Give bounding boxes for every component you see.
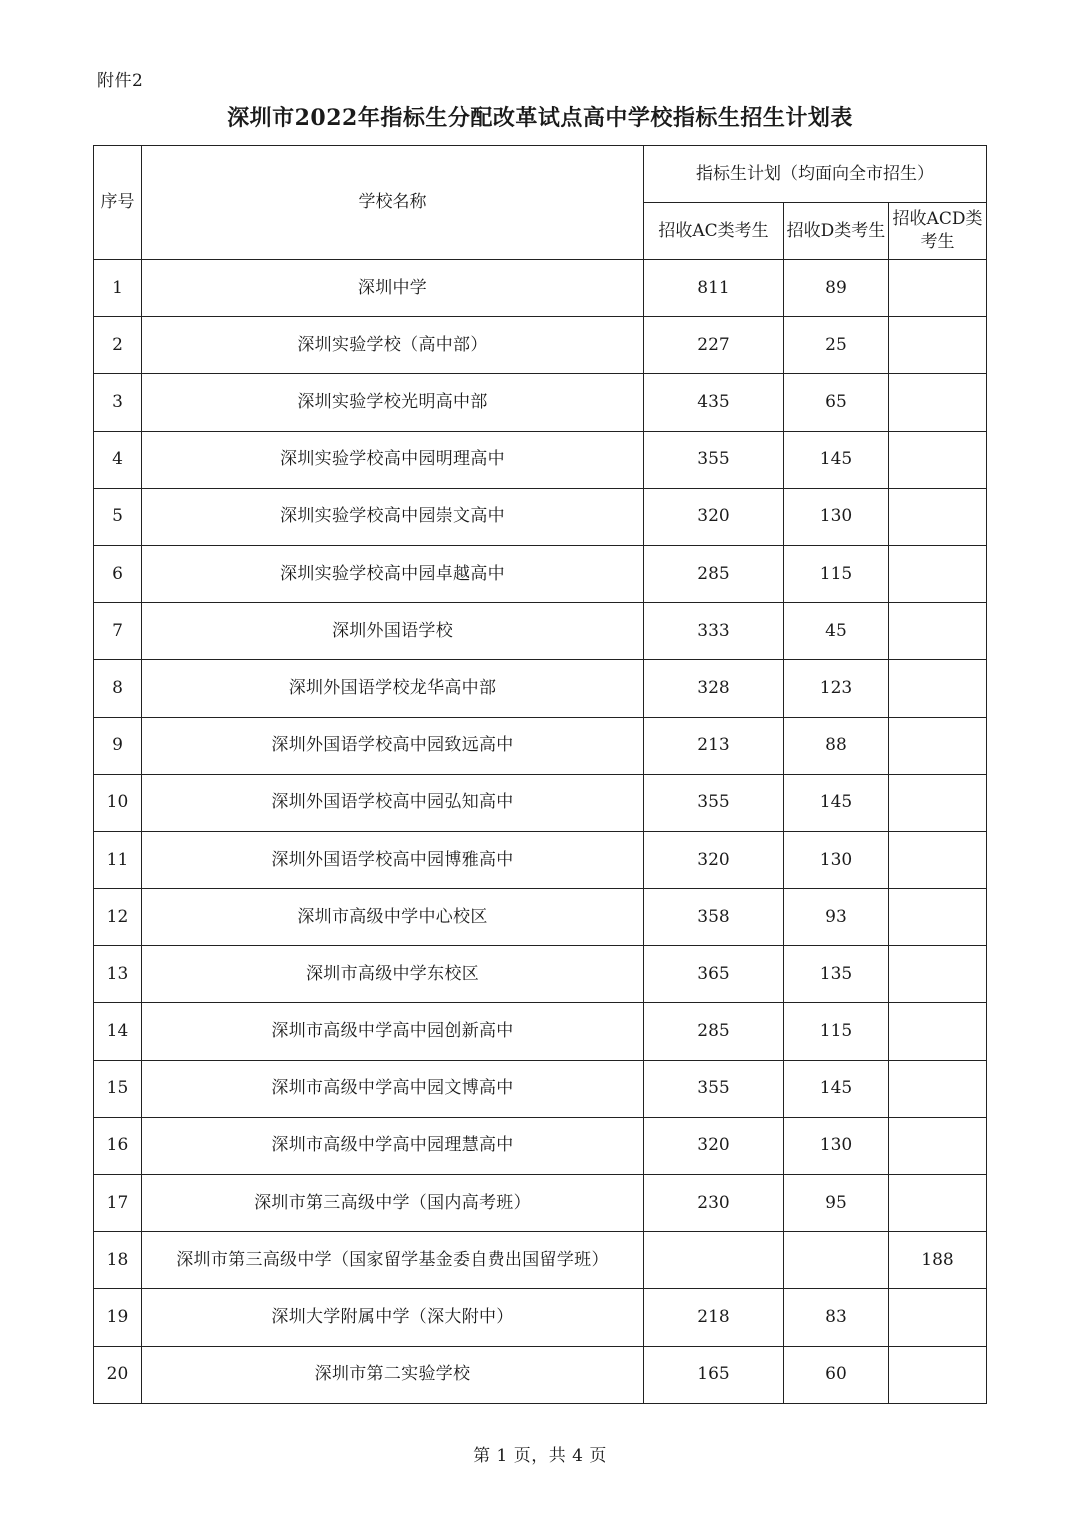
cell-d: 123 [784,660,889,717]
cell-school-name: 深圳外国语学校龙华高中部 [142,660,644,717]
cell-school-name: 深圳实验学校光明高中部 [142,374,644,431]
table-row [94,1175,987,1232]
cell-ac: 218 [644,1289,784,1346]
cell-school-name: 深圳市高级中学高中园创新高中 [142,1003,644,1060]
cell-ac: 320 [644,831,784,888]
cell-seq: 17 [94,1175,142,1232]
table-row [94,889,987,946]
cell-ac: 328 [644,660,784,717]
cell-acd [889,831,987,888]
cell-ac: 285 [644,1003,784,1060]
cell-d: 145 [784,774,889,831]
cell-seq: 11 [94,831,142,888]
cell-acd [889,260,987,317]
cell-acd [889,1003,987,1060]
document-title: 深圳市2022年指标生分配改革试点高中学校指标生招生计划表 [227,105,853,131]
cell-d: 130 [784,831,889,888]
cell-d: 130 [784,1117,889,1174]
cell-ac: 285 [644,545,784,602]
cell-d: 89 [784,260,889,317]
cell-school-name: 深圳市高级中学东校区 [142,946,644,1003]
header-ac: 招收AC类考生 [644,203,784,260]
cell-school-name: 深圳市高级中学高中园文博高中 [142,1060,644,1117]
table-row [94,1117,987,1174]
enrollment-plan-table [93,145,987,1404]
table-row [94,545,987,602]
table-row [94,603,987,660]
header-d: 招收D类考生 [784,203,889,260]
table-row [94,1060,987,1117]
cell-d: 95 [784,1175,889,1232]
cell-d: 130 [784,488,889,545]
cell-ac: 355 [644,431,784,488]
cell-school-name: 深圳实验学校高中园明理高中 [142,431,644,488]
cell-d: 65 [784,374,889,431]
table-row [94,260,987,317]
cell-acd [889,774,987,831]
cell-acd [889,317,987,374]
table-row [94,660,987,717]
cell-ac: 333 [644,603,784,660]
cell-school-name: 深圳市第二实验学校 [142,1346,644,1403]
cell-d: 145 [784,1060,889,1117]
cell-school-name: 深圳外国语学校高中园弘知高中 [142,774,644,831]
cell-ac: 320 [644,488,784,545]
cell-acd [889,1117,987,1174]
cell-school-name: 深圳实验学校（高中部） [142,317,644,374]
table-body [94,260,987,1404]
cell-d: 83 [784,1289,889,1346]
table-row [94,946,987,1003]
cell-school-name: 深圳实验学校高中园崇文高中 [142,488,644,545]
cell-school-name: 深圳中学 [142,260,644,317]
cell-ac: 227 [644,317,784,374]
table-row [94,774,987,831]
table-row [94,1232,987,1289]
page-footer: 第 1 页，共 4 页 [473,1446,607,1466]
cell-ac: 435 [644,374,784,431]
cell-ac: 811 [644,260,784,317]
cell-seq: 1 [94,260,142,317]
attachment-label: 附件2 [97,71,144,91]
cell-acd [889,488,987,545]
table-row [94,317,987,374]
cell-d: 145 [784,431,889,488]
table-row [94,488,987,545]
cell-acd [889,1346,987,1403]
cell-ac: 165 [644,1346,784,1403]
cell-ac: 230 [644,1175,784,1232]
cell-ac: 355 [644,1060,784,1117]
cell-d: 25 [784,317,889,374]
cell-seq: 10 [94,774,142,831]
cell-acd [889,545,987,602]
cell-ac: 355 [644,774,784,831]
table-header-row [94,146,987,203]
header-seq: 序号 [94,146,142,260]
table-row [94,431,987,488]
cell-acd [889,1289,987,1346]
cell-ac [644,1232,784,1289]
cell-seq: 3 [94,374,142,431]
header-plan-group: 指标生计划（均面向全市招生） [644,146,987,203]
cell-school-name: 深圳市高级中学中心校区 [142,889,644,946]
cell-seq: 9 [94,717,142,774]
cell-seq: 7 [94,603,142,660]
cell-seq: 4 [94,431,142,488]
cell-seq: 14 [94,1003,142,1060]
cell-school-name: 深圳大学附属中学（深大附中） [142,1289,644,1346]
cell-seq: 20 [94,1346,142,1403]
cell-ac: 320 [644,1117,784,1174]
cell-school-name: 深圳市高级中学高中园理慧高中 [142,1117,644,1174]
cell-d: 45 [784,603,889,660]
cell-acd [889,946,987,1003]
cell-acd [889,1175,987,1232]
table-row [94,831,987,888]
cell-acd [889,889,987,946]
cell-school-name: 深圳市第三高级中学（国内高考班） [142,1175,644,1232]
cell-acd [889,717,987,774]
cell-seq: 12 [94,889,142,946]
table-row [94,1289,987,1346]
header-school-name: 学校名称 [142,146,644,260]
table-row [94,1003,987,1060]
table-row [94,1346,987,1403]
table-row [94,374,987,431]
cell-seq: 6 [94,545,142,602]
cell-acd [889,603,987,660]
cell-acd: 188 [889,1232,987,1289]
cell-d: 88 [784,717,889,774]
cell-acd [889,374,987,431]
cell-seq: 15 [94,1060,142,1117]
cell-seq: 5 [94,488,142,545]
cell-acd [889,1060,987,1117]
cell-seq: 2 [94,317,142,374]
cell-d: 60 [784,1346,889,1403]
cell-ac: 358 [644,889,784,946]
cell-ac: 365 [644,946,784,1003]
cell-school-name: 深圳外国语学校 [142,603,644,660]
cell-seq: 19 [94,1289,142,1346]
cell-d: 115 [784,545,889,602]
cell-d [784,1232,889,1289]
cell-seq: 13 [94,946,142,1003]
cell-seq: 16 [94,1117,142,1174]
cell-d: 93 [784,889,889,946]
cell-seq: 8 [94,660,142,717]
cell-ac: 213 [644,717,784,774]
cell-d: 135 [784,946,889,1003]
cell-acd [889,660,987,717]
cell-acd [889,431,987,488]
table-row [94,717,987,774]
header-acd: 招收ACD类考生 [889,203,987,260]
cell-seq: 18 [94,1232,142,1289]
cell-school-name: 深圳实验学校高中园卓越高中 [142,545,644,602]
cell-school-name: 深圳市第三高级中学（国家留学基金委自费出国留学班） [142,1232,644,1289]
cell-school-name: 深圳外国语学校高中园博雅高中 [142,831,644,888]
cell-school-name: 深圳外国语学校高中园致远高中 [142,717,644,774]
cell-d: 115 [784,1003,889,1060]
